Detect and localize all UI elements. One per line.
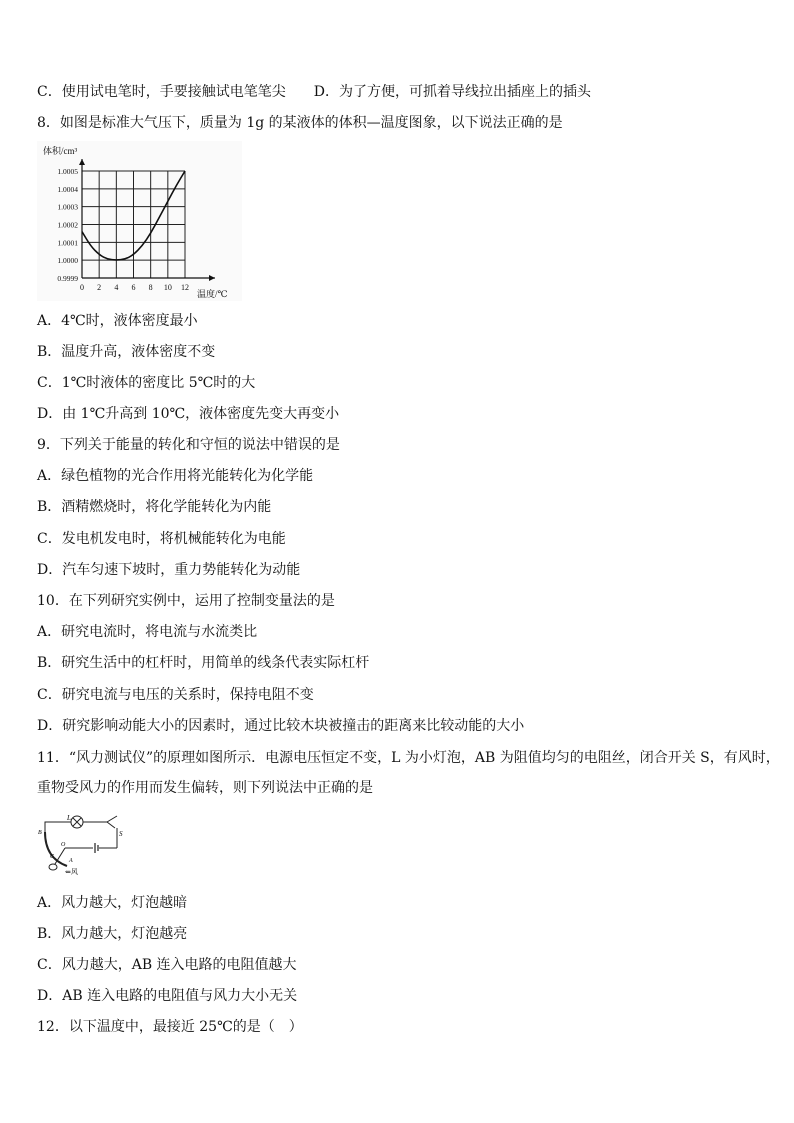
y-tick-label: 1.0000 <box>57 256 78 266</box>
circuit-top-wire <box>45 822 71 832</box>
q10-option-d: D．研究影响动能大小的因素时，通过比较木块被撞击的距离来比较动能的大小 <box>37 718 525 734</box>
resistor-arc-ab <box>45 832 67 866</box>
q12-stem: 12．以下温度中，最接近 25℃的是（ ） <box>37 1019 303 1035</box>
pendulum-weight <box>49 864 57 870</box>
q10-option-c: C．研究电流与电压的关系时，保持电阻不变 <box>37 687 314 703</box>
q9-option-c: C．发电机发电时，将机械能转化为电能 <box>37 531 286 547</box>
chart-xlabel: 温度/℃ <box>197 289 228 299</box>
q8-option-a: A．4℃时，液体密度最小 <box>37 313 198 329</box>
x-tick-label: 0 <box>80 283 84 292</box>
q11-option-d: D．AB 连入电路的电阻值与风力大小无关 <box>37 988 298 1004</box>
q7-option-d: D．为了方便，可抓着导线拉出插座上的插头 <box>313 84 591 100</box>
x-tick-label: 12 <box>181 283 189 292</box>
x-tick-label: 4 <box>114 283 119 292</box>
q10-stem: 10．在下列研究实例中，运用了控制变量法的是 <box>37 593 335 609</box>
q9-option-d: D．汽车匀速下坡时，重力势能转化为动能 <box>37 562 301 578</box>
x-tick-label: 10 <box>163 283 172 292</box>
battery-symbol <box>95 843 98 853</box>
q9-option-a: A．绿色植物的光合作用将光能转化为化学能 <box>37 468 314 484</box>
y-tick-label: 1.0002 <box>57 220 78 230</box>
y-tick-label: 1.0004 <box>57 184 78 194</box>
y-tick-label: 1.0001 <box>57 238 78 248</box>
switch-symbol <box>107 816 117 848</box>
label-a: A <box>69 858 73 864</box>
q8-option-c: C．1℃时液体的密度比 5℃时的大 <box>37 375 256 391</box>
q8-option-b: B．温度升高，液体密度不变 <box>37 344 216 360</box>
q11-stem-line1: 11．“风力测试仪”的原理如图所示．电源电压恒定不变，L 为小灯泡，AB 为阻值均匀的电阻丝，闭合开关 S，有风时， <box>37 750 780 766</box>
q9-stem: 9．下列关于能量的转化和守恒的说法中错误的是 <box>37 437 340 453</box>
q11-option-b: B．风力越大，灯泡越亮 <box>37 926 188 942</box>
chart-ylabel: 体积/cm³ <box>43 146 78 156</box>
q11-option-a: A．风力越大，灯泡越暗 <box>37 895 188 911</box>
q8-option-d: D．由 1℃升高到 10℃，液体密度先变大再变小 <box>37 406 340 422</box>
label-wind: ⇐风 <box>65 868 78 876</box>
q7-options-row <box>37 83 591 101</box>
x-tick-label: 8 <box>148 283 153 292</box>
label-l: L <box>67 814 71 822</box>
q10-option-b: B．研究生活中的杠杆时，用简单的线条代表实际杠杆 <box>37 655 370 671</box>
y-tick-label: 1.0003 <box>57 202 78 212</box>
y-tick-label: 1.0005 <box>57 167 78 176</box>
q7-option-c: C．使用试电笔时，手要接触试电笔笔尖 <box>37 84 286 100</box>
q9-option-b: B．酒精燃烧时，将化学能转化为内能 <box>37 499 272 515</box>
q11-stem-line2: 重物受风力的作用而发生偏转，则下列说法中正确的是 <box>37 780 373 796</box>
q11-option-c: C．风力越大，AB 连入电路的电阻值越大 <box>37 957 297 973</box>
x-tick-label: 6 <box>131 283 136 292</box>
q8-stem: 8．如图是标准大气压下，质量为 1g 的某液体的体积—温度图象，以下说法正确的是 <box>37 115 563 131</box>
wind-tester-circuit-diagram <box>37 810 127 880</box>
label-c: C <box>50 854 55 860</box>
y-tick-label: 0.9999 <box>57 274 78 283</box>
volume-temperature-chart <box>37 141 242 301</box>
label-s: S <box>119 830 123 838</box>
x-tick-label: 2 <box>97 283 102 292</box>
label-b: B <box>38 830 42 836</box>
q10-option-a: A．研究电流时，将电流与水流类比 <box>37 624 258 640</box>
label-o: O <box>61 842 66 848</box>
